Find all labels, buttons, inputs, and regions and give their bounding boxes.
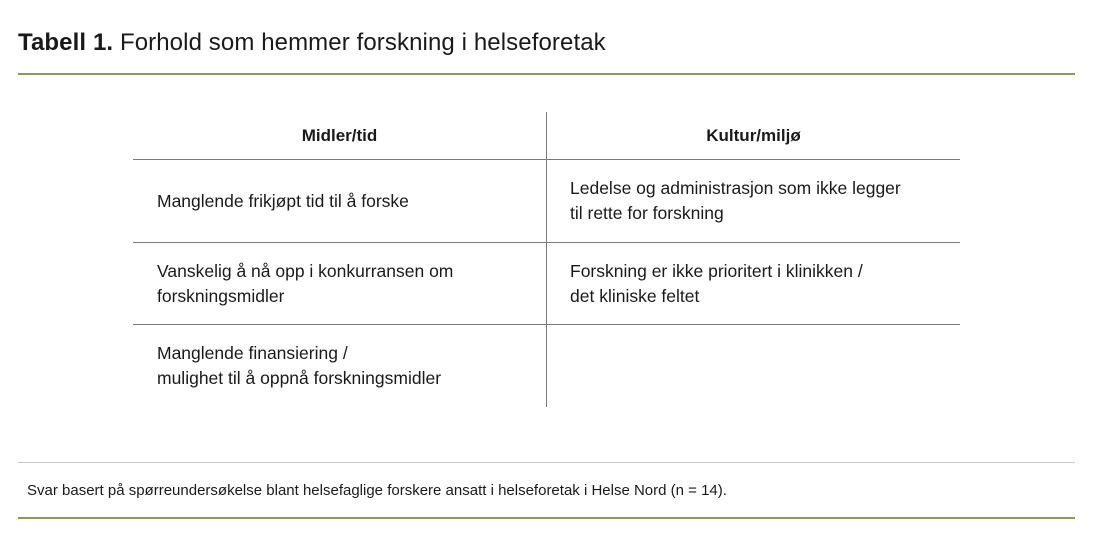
cell-text: Ledelse og administrasjon som ikke legger til rette for forskning — [570, 178, 901, 223]
cell-text: Vanskelig å nå opp i konkurransen om forskningsmidler — [157, 260, 454, 306]
table — [133, 112, 960, 407]
table-cell — [570, 160, 955, 242]
table-cell-empty — [570, 325, 955, 407]
table-title-label: Tabell 1. — [18, 29, 114, 56]
top-rule — [18, 73, 1075, 75]
table-cell — [570, 243, 955, 324]
column-header-kultur-miljo: Kultur/miljø — [706, 125, 801, 145]
table-title-text: Forhold som hemmer forskning i helseforetak — [119, 29, 606, 56]
cell-text: Manglende finansiering / mulighet til å oppnå forskningsmidler — [157, 343, 442, 388]
column-divider — [546, 112, 547, 407]
cell-text: Forskning er ikke prioritert i klinikken / det kliniske feltet — [570, 260, 863, 306]
table-cell — [157, 243, 537, 324]
table-cell — [157, 160, 537, 242]
cell-text: Manglende frikjøpt tid til å forske — [157, 190, 409, 211]
bottom-rule — [18, 517, 1075, 519]
table-title — [18, 27, 606, 59]
column-header-midler-tid: Midler/tid — [301, 125, 378, 145]
table-cell — [157, 325, 537, 407]
footnote: Svar basert på spørreundersøkelse blant helsefaglige forskere ansatt i helseforetak i Helse Nord (n = 14). — [27, 482, 727, 499]
footnote-divider — [18, 462, 1075, 463]
